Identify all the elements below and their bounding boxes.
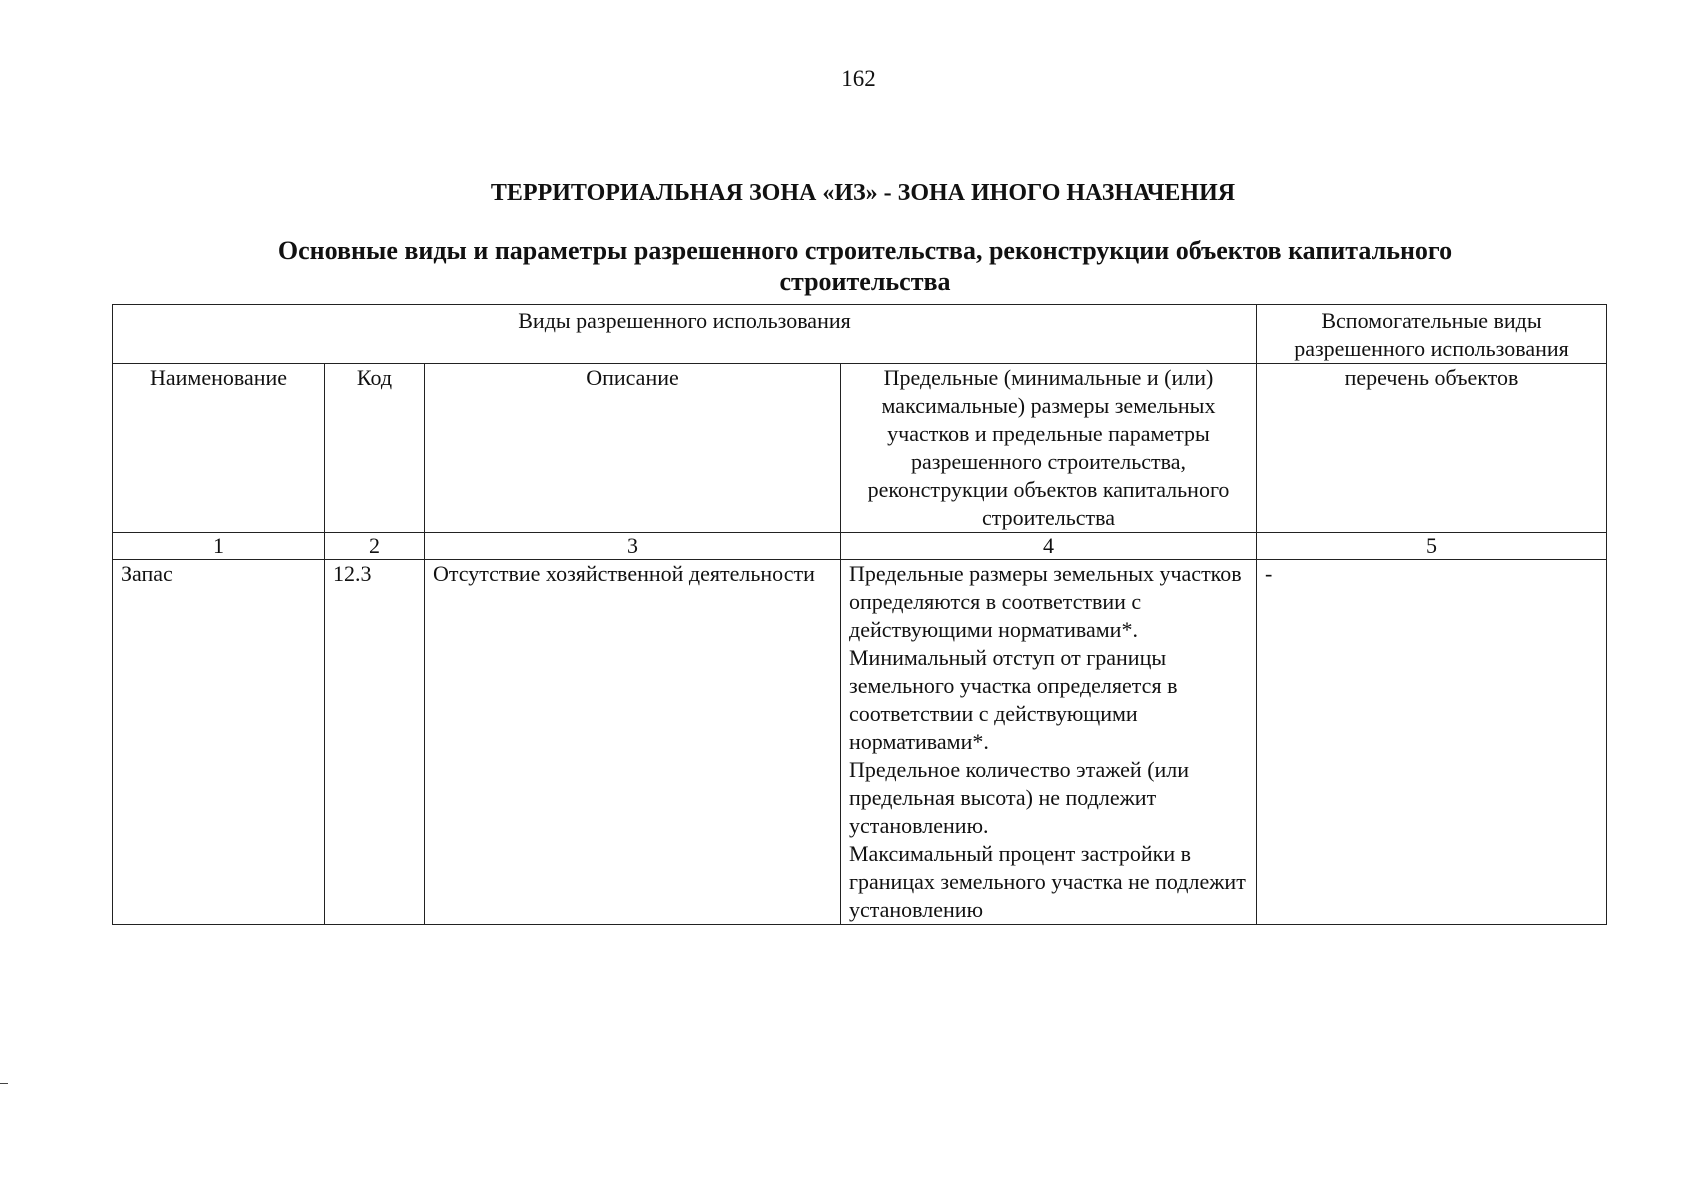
table-row xyxy=(113,560,1607,925)
group-header-aux: Вспомогательные виды разрешенного использования xyxy=(1257,305,1607,364)
cell-name: Запас xyxy=(113,560,325,925)
zone-title: ТЕРРИТОРИАЛЬНАЯ ЗОНА «ИЗ» - ЗОНА ИНОГО НАЗНАЧЕНИЯ xyxy=(490,180,1236,206)
param-paragraph: Минимальный отступ от границы земельного участка определяется в соответствии с действующими нормативами*. xyxy=(849,645,1178,754)
column-number-row xyxy=(113,533,1607,560)
group-header-main: Виды разрешенного использования xyxy=(113,305,1257,364)
column-number: 3 xyxy=(425,533,841,560)
column-header-row xyxy=(113,364,1607,533)
column-header-params: Предельные (минимальные и (или) максимальные) размеры земельных участков и предельные параметры разрешенного строительства, реконструкции объектов капитального строительства xyxy=(841,364,1257,533)
column-header-description: Описание xyxy=(425,364,841,533)
column-header-name: Наименование xyxy=(113,364,325,533)
margin-mark xyxy=(0,1083,8,1084)
zone-table xyxy=(112,304,1607,925)
page-number: 162 xyxy=(841,66,876,91)
column-number: 4 xyxy=(841,533,1257,560)
cell-description: Отсутствие хозяйственной деятельности xyxy=(425,560,841,925)
group-header-row xyxy=(113,305,1607,364)
param-paragraph: Предельное количество этажей (или предельная высота) не подлежит установлению. xyxy=(849,757,1190,838)
column-number: 2 xyxy=(325,533,425,560)
param-paragraph: Предельные размеры земельных участков определяются в соответствии с действующими нормативами*. xyxy=(849,561,1242,642)
section-title: Основные виды и параметры разрешенного строительства, реконструкции объектов капитального строительства xyxy=(277,236,1453,296)
param-paragraph: Максимальный процент застройки в границах земельного участка не подлежит установлению xyxy=(849,841,1246,922)
cell-code: 12.3 xyxy=(325,560,425,925)
column-header-code: Код xyxy=(325,364,425,533)
cell-aux: - xyxy=(1257,560,1607,925)
cell-params xyxy=(841,560,1257,925)
column-header-objects: перечень объектов xyxy=(1257,364,1607,533)
column-number: 5 xyxy=(1257,533,1607,560)
column-number: 1 xyxy=(113,533,325,560)
